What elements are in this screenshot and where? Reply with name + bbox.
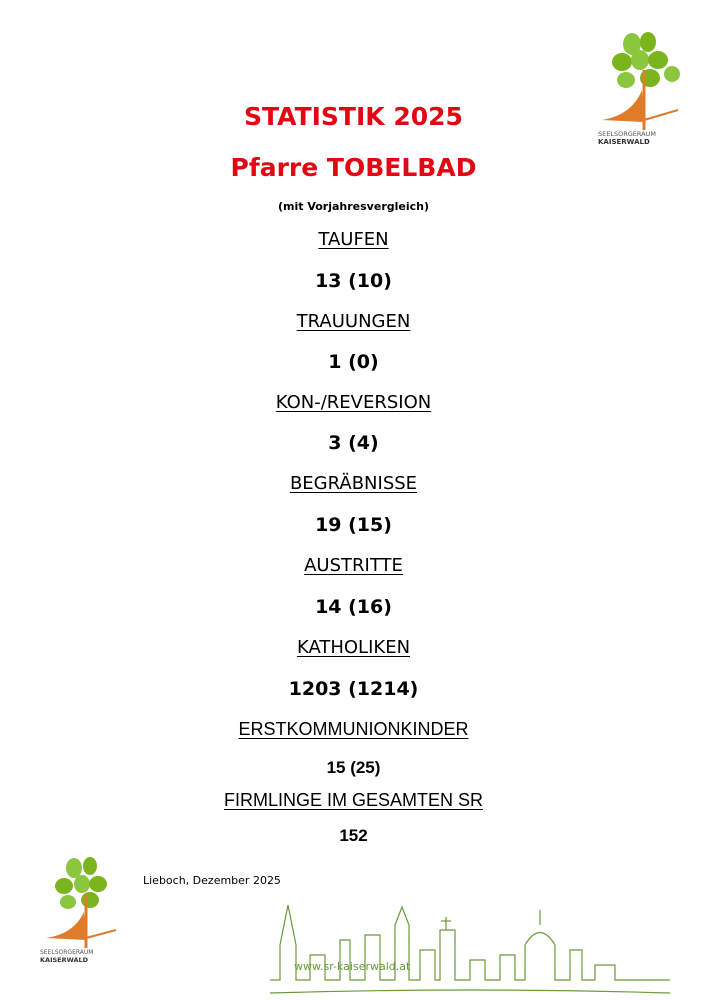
parish-name: Pfarre TOBELBAD — [230, 153, 477, 182]
stat-label-katholiken: KATHOLIKEN — [296, 637, 411, 658]
logo-line1: SEELSORGERAUM — [598, 130, 656, 138]
stat-value-austritte: 14 (16) — [315, 596, 392, 618]
footer-date: Lieboch, Dezember 2025 — [143, 874, 281, 887]
logo-line2: KAISERWALD — [40, 956, 89, 964]
page-title: STATISTIK 2025 — [244, 102, 463, 131]
seelsorgeraum-logo-footer — [38, 856, 124, 966]
stat-label-austritte: AUSTRITTE — [304, 555, 403, 576]
tree-leaves-icon — [612, 32, 680, 88]
logo-line2: KAISERWALD — [598, 138, 650, 146]
stat-value-firmlinge: 152 — [339, 826, 368, 845]
stat-label-reversion: KON-/REVERSION — [275, 392, 432, 413]
tree-leaves-icon — [55, 857, 107, 909]
website-link[interactable]: www.sr-kaiserwald.at — [294, 960, 411, 973]
subtitle: (mit Vorjahresvergleich) — [277, 200, 429, 213]
stat-value-trauungen: 1 (0) — [328, 351, 379, 373]
stat-label-begraebnisse: BEGRÄBNISSE — [289, 473, 418, 494]
stat-label-firmlinge: FIRMLINGE IM GESAMTEN SR — [223, 790, 484, 810]
cross-icon — [46, 894, 116, 948]
stat-value-begraebnisse: 19 (15) — [315, 514, 392, 536]
stat-value-erstkommunion: 15 (25) — [326, 758, 381, 777]
town-skyline-illustration — [270, 895, 670, 995]
stat-label-trauungen: TRAUUNGEN — [296, 311, 411, 332]
stat-value-reversion: 3 (4) — [328, 432, 379, 454]
stat-value-katholiken: 1203 (1214) — [288, 678, 419, 700]
stat-value-taufen: 13 (10) — [315, 270, 392, 292]
stat-label-erstkommunion: ERSTKOMMUNIONKINDER — [238, 719, 469, 739]
stat-label-taufen: TAUFEN — [318, 229, 389, 250]
logo-line1: SEELSORGERAUM — [40, 949, 94, 956]
